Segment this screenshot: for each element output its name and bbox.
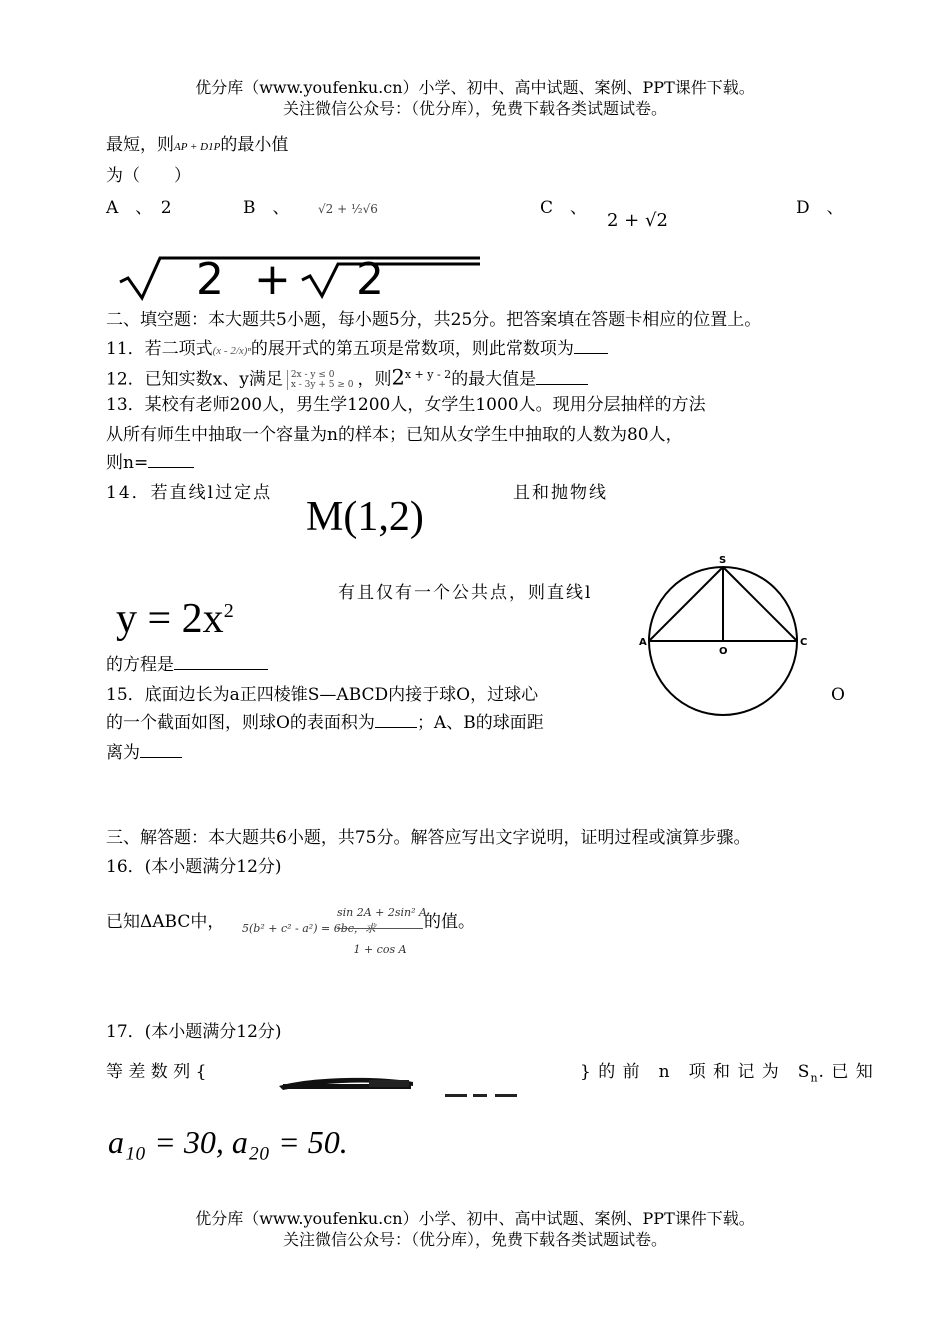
q15-line1-o: O xyxy=(831,685,845,705)
chord-as xyxy=(649,567,723,641)
q12-exponent: x + y - 2 xyxy=(404,368,452,381)
q17-heading: 17．(本小题满分12分) xyxy=(106,1022,282,1042)
sphere-section-diagram xyxy=(636,552,816,722)
q14-parabola xyxy=(116,586,234,644)
q17-post xyxy=(580,1060,874,1090)
q13-answer-blank[interactable] xyxy=(148,451,194,468)
page-footer-line2: 关注微信公众号：（优分库），免费下载各类试题试卷。 xyxy=(282,1230,667,1249)
q10-option-c-expr: 2 + √2 xyxy=(607,210,668,231)
nested-radical-graphic xyxy=(116,252,486,302)
q13-line2: 从所有师生中抽取一个容量为n的样本；已知从女学生中抽取的人数为80人， xyxy=(106,425,683,445)
q12 xyxy=(106,363,588,392)
label-c: C xyxy=(800,637,808,648)
q12-post: 的最大值是 xyxy=(451,369,537,390)
q14-line1-post: 且和抛物线 xyxy=(513,483,608,503)
q10-option-d-expr xyxy=(116,252,486,307)
q16-condition: 5(b² + c² - a²) = 6bc，求 xyxy=(242,922,376,935)
q14-line3 xyxy=(106,653,268,677)
q16-pre: 已知ΔABC中， xyxy=(106,912,225,932)
q15-distance-blank[interactable] xyxy=(140,741,182,758)
q11-post: 的展开式的第五项是常数项，则此常数项为 xyxy=(250,339,574,359)
q10-option-d-label: D 、 xyxy=(796,198,844,218)
q15-line3 xyxy=(106,741,182,765)
q10-expression: AP + D1P xyxy=(174,141,221,153)
q10-line1-pre: 最短，则 xyxy=(106,135,174,155)
q10-option-b-expr: √2 + ½√6 xyxy=(318,202,378,216)
q17-garbled-formula xyxy=(273,1074,533,1107)
radical-two: 2 xyxy=(196,254,224,302)
section2-title: 二、填空题：本大题共5小题，每小题5分，共25分。把答案填在答题卡相应的位置上。 xyxy=(106,310,762,330)
q12-constraints xyxy=(287,370,354,390)
q10-option-b-label: B 、 xyxy=(243,198,290,218)
q13-line1: 13．某校有老师200人，男生学1200人，女学生1000人。现用分层抽样的方法 xyxy=(106,395,706,415)
q16-heading: 16．(本小题满分12分) xyxy=(106,857,282,877)
q15-line2-text: 的一个截面如图，则球O的表面积为 xyxy=(106,713,375,733)
q11 xyxy=(106,337,608,363)
page-header-line2: 关注微信公众号：（优分库），免费下载各类试题试卷。 xyxy=(282,99,667,118)
radical-inner-two: 2 xyxy=(356,254,384,302)
q13-line3 xyxy=(106,451,194,475)
q11-binomial: (x - 2/x)ⁿ xyxy=(212,345,251,357)
q17-post-text-2: . 已 知 xyxy=(818,1062,874,1082)
q17-post-text: } 的 前 n 项 和 记 为 S xyxy=(580,1062,811,1082)
q14-parabola-exponent: 2 xyxy=(223,600,234,622)
q15-line2-post: ；A、B的球面距 xyxy=(416,713,544,733)
label-s: S xyxy=(719,555,727,566)
page-footer-line1: 优分库（www.youfenku.cn）小学、初中、高中试题、案例、PPT课件下载。 xyxy=(195,1209,755,1228)
q15-line1: 15．底面边长为a正四棱锥S—ABCD内接于球O，过球心 xyxy=(106,685,539,705)
q13-line3-text: 则n= xyxy=(106,453,149,473)
q11-answer-blank[interactable] xyxy=(574,337,608,354)
q14-parabola-expr: y = 2x xyxy=(116,596,224,642)
q10-line1-post: 的最小值 xyxy=(220,135,289,155)
q16-denominator: 1 + cos A xyxy=(353,943,407,956)
label-o: O xyxy=(719,646,728,657)
q10-option-a: A 、 2 xyxy=(106,198,172,218)
q12-mid: ，则 xyxy=(357,369,392,390)
q12-constraint-2: x - 3y + 5 ≥ 0 xyxy=(290,380,354,391)
q10-line1 xyxy=(106,133,288,159)
q14-answer-blank[interactable] xyxy=(174,653,268,670)
chord-sc xyxy=(723,567,797,641)
q12-pre: 12．已知实数x、y满足 xyxy=(106,369,283,390)
garbled-formula-graphic xyxy=(273,1074,533,1102)
q12-constraint-1: 2x - y ≤ 0 xyxy=(290,370,335,381)
q11-pre: 11．若二项式 xyxy=(106,339,213,359)
q17-pre: 等 差 数 列 { xyxy=(106,1062,207,1082)
q12-answer-blank[interactable] xyxy=(536,368,588,385)
q14-line2-post: 有且仅有一个公共点，则直线l xyxy=(338,583,593,603)
q14-point: M(1,2) xyxy=(306,494,424,540)
section3-title: 三、解答题：本大题共6小题，共75分。解答应写出文字说明，证明过程或演算步骤。 xyxy=(106,828,751,848)
q16-post: 的值。 xyxy=(424,912,475,932)
q17-subscript: n xyxy=(810,1071,819,1085)
sphere-section-figure xyxy=(636,552,816,727)
q15-line3-text: 离为 xyxy=(106,743,140,763)
q12-base: 2 xyxy=(391,365,405,390)
q15-line2 xyxy=(106,711,544,735)
q10-line2: 为（ ） xyxy=(106,166,191,186)
q16-numerator: sin 2A + 2sin² A xyxy=(337,906,423,929)
q14-line3-text: 的方程是 xyxy=(106,655,174,675)
q10-option-c-label: C 、 xyxy=(540,198,588,218)
q16-fraction xyxy=(337,906,427,957)
q17-given: a₁₀ = 30, a₂₀ = 50. xyxy=(108,1124,348,1160)
radical-plus: + xyxy=(254,254,291,302)
label-a: A xyxy=(639,637,647,648)
q14-line1-pre: 14．若直线l过定点 xyxy=(106,483,273,503)
q15-area-blank[interactable] xyxy=(375,711,417,728)
page-header-line1: 优分库（www.youfenku.cn）小学、初中、高中试题、案例、PPT课件下载。 xyxy=(195,78,755,97)
